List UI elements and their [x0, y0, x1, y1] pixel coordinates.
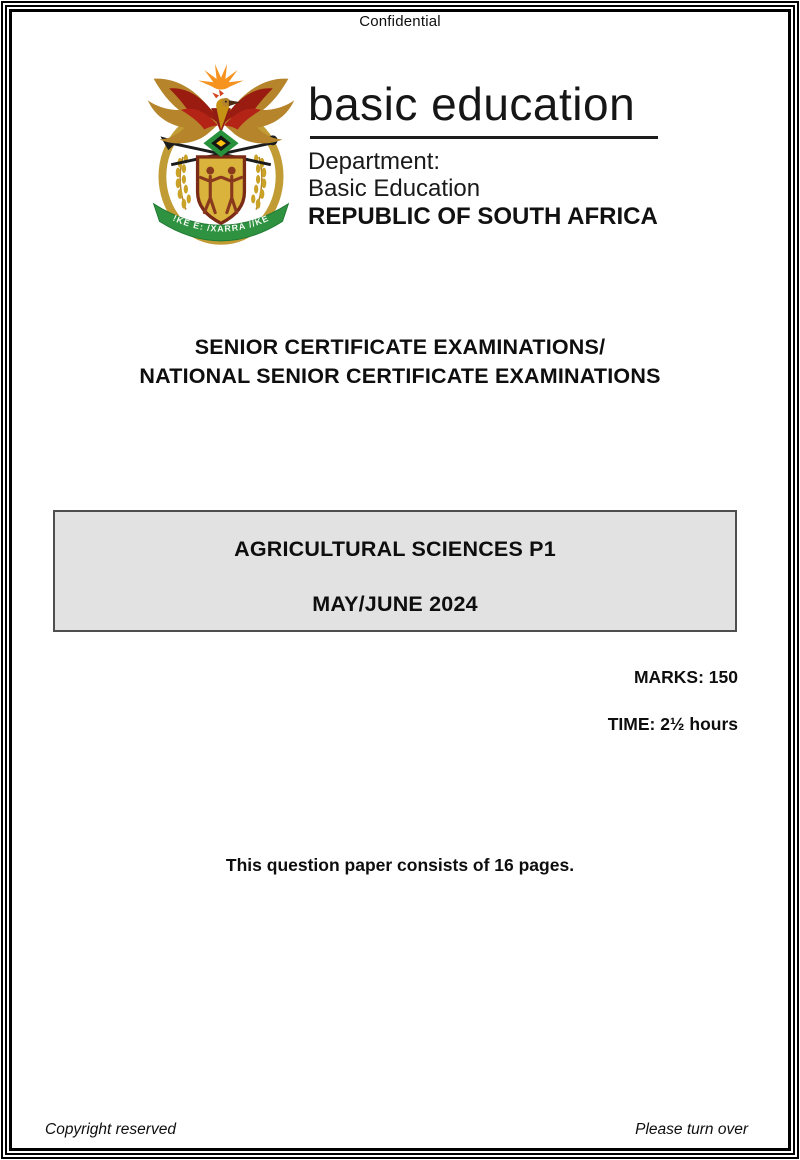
- time-label: TIME: 2½ hours: [607, 714, 738, 734]
- department-line1: Department:: [308, 148, 441, 175]
- marks-label: MARKS: 150: [633, 667, 738, 687]
- department-branding: [308, 79, 688, 230]
- subject-box: [53, 510, 737, 632]
- sun-icon: [198, 64, 243, 90]
- marks-time-block: [608, 667, 738, 735]
- shield: [198, 157, 245, 223]
- exam-title-line1: SENIOR CERTIFICATE EXAMINATIONS/: [194, 335, 606, 359]
- footer: [45, 1121, 748, 1139]
- exam-session: MAY/JUNE 2024: [312, 592, 478, 616]
- wing-right: [224, 79, 294, 144]
- wing-left: [148, 79, 218, 144]
- exam-title: [0, 333, 800, 391]
- brand-underline: [310, 136, 658, 139]
- turn-over-note: Please turn over: [635, 1121, 748, 1138]
- confidential-label: Confidential: [359, 13, 441, 30]
- exam-title-line2: NATIONAL SENIOR CERTIFICATE EXAMINATIONS: [139, 364, 661, 388]
- department-line2: Basic Education: [308, 175, 481, 202]
- coat-of-arms: [138, 55, 304, 251]
- brand-wordmark: basic education: [308, 78, 636, 130]
- motto-text: !KE E: /XARRA //KE: [171, 212, 271, 234]
- copyright-notice: Copyright reserved: [45, 1121, 176, 1138]
- pages-note: This question paper consists of 16 pages.: [225, 855, 575, 875]
- country-name: REPUBLIC OF SOUTH AFRICA: [308, 203, 658, 230]
- subject-name: AGRICULTURAL SCIENCES P1: [234, 537, 556, 561]
